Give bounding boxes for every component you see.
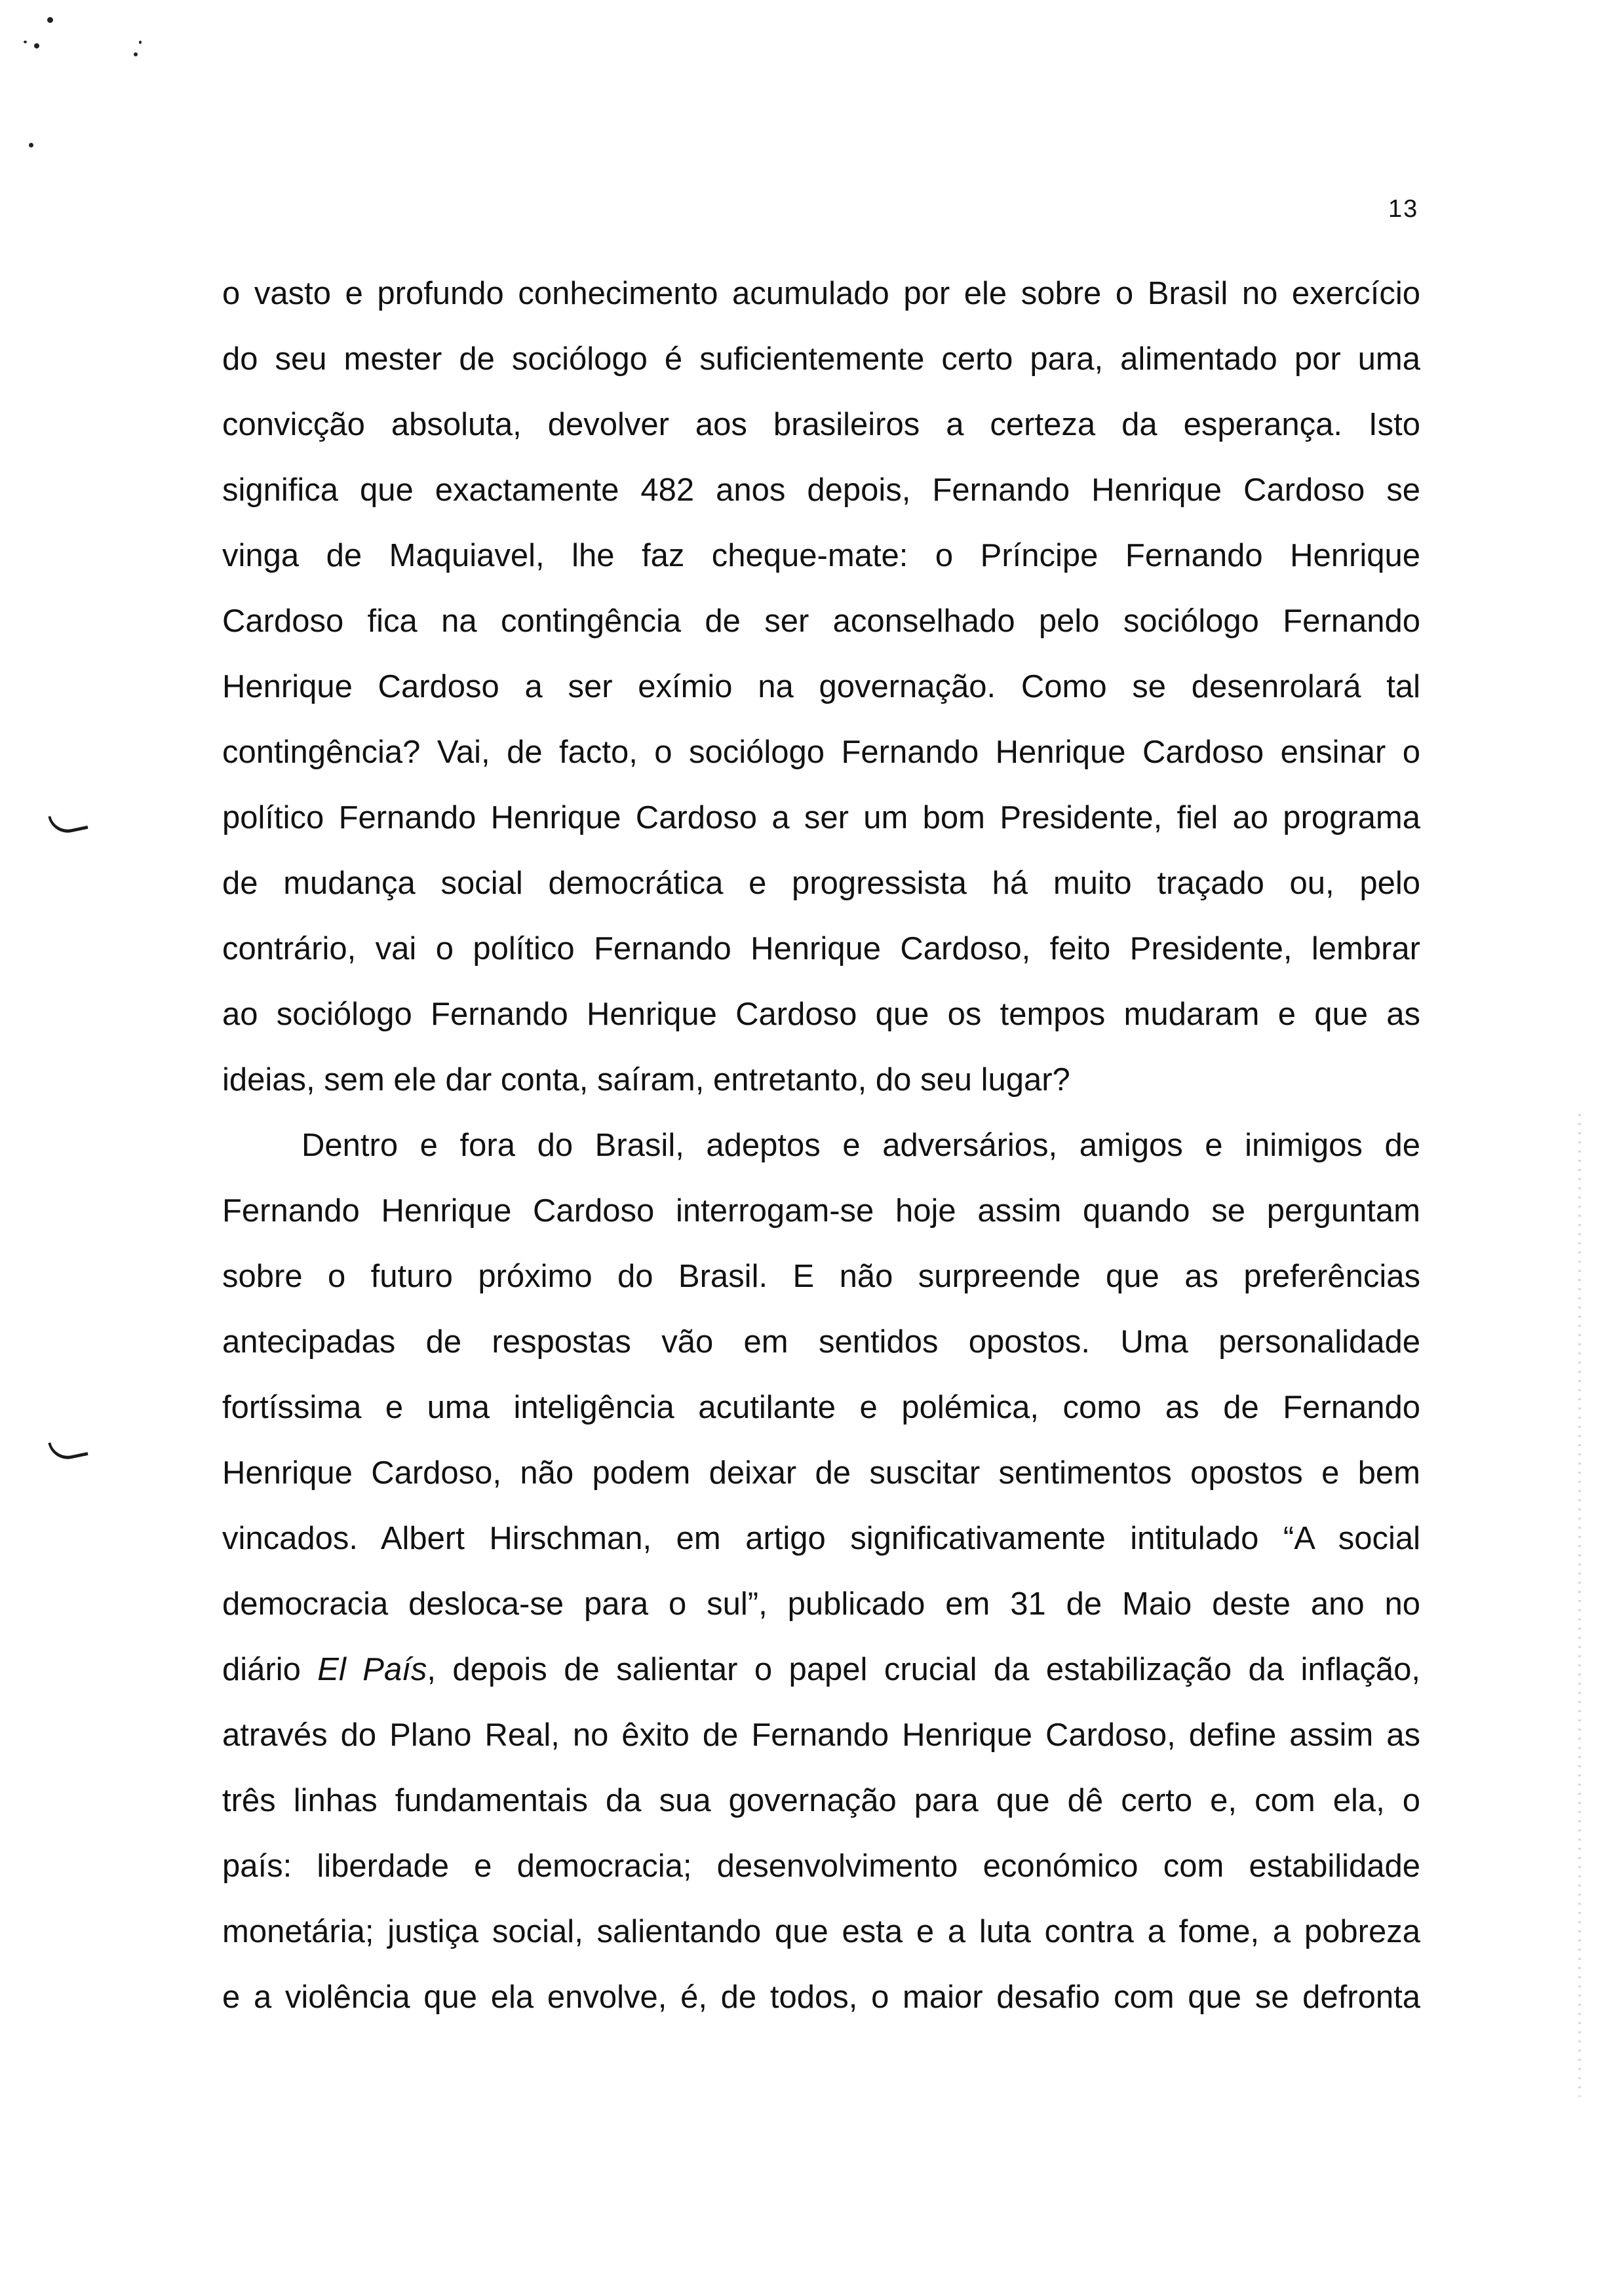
text-line: vinga de Maquiavel, lhe faz cheque-mate: o Príncipe Fernando Henrique xyxy=(222,538,1420,573)
scan-speck xyxy=(24,41,27,43)
scan-edge-dots xyxy=(1578,1114,1581,2097)
text-line: antecipadas de respostas vão em sentidos opostos. Uma personalidade xyxy=(222,1324,1420,1360)
text-fragment: diário xyxy=(222,1652,318,1687)
document-body xyxy=(222,261,1420,2030)
scan-speck xyxy=(139,41,142,44)
text-line: país: liberdade e democracia; desenvolvimento económico com estabilidade xyxy=(222,1848,1420,1884)
text-line: e a violência que ela envolve, é, de todos, o maior desafio com que se defronta xyxy=(222,1980,1420,2015)
text-line: Cardoso fica na contingência de ser aconselhado pelo sociólogo Fernando xyxy=(222,603,1420,639)
newspaper-title: El País xyxy=(317,1652,427,1687)
text-line: fortíssima e uma inteligência acutilante e polémica, como as de Fernando xyxy=(222,1390,1420,1425)
text-line-with-italic xyxy=(222,1637,1420,1702)
text-line: significa que exactamente 482 anos depois, Fernando Henrique Cardoso se xyxy=(222,472,1420,508)
text-line: através do Plano Real, no êxito de Fernando Henrique Cardoso, define assim as xyxy=(222,1717,1420,1753)
scan-speck xyxy=(29,143,33,147)
scan-speck xyxy=(47,17,53,23)
text-line: Henrique Cardoso a ser exímio na governação. Como se desenrolará tal xyxy=(222,669,1420,704)
margin-mark xyxy=(48,1436,88,1463)
text-line: contrário, vai o político Fernando Henrique Cardoso, feito Presidente, lembrar xyxy=(222,931,1420,966)
text-line: Fernando Henrique Cardoso interrogam-se hoje assim quando se perguntam xyxy=(222,1193,1420,1229)
text-line: o vasto e profundo conhecimento acumulado por ele sobre o Brasil no exercício xyxy=(222,276,1420,311)
scan-speck xyxy=(34,43,39,48)
text-line: democracia desloca-se para o sul”, publicado em 31 de Maio deste ano no xyxy=(222,1586,1420,1622)
text-line: convicção absoluta, devolver aos brasileiros a certeza da esperança. Isto xyxy=(222,407,1420,442)
text-line: ideias, sem ele dar conta, saíram, entretanto, do seu lugar? xyxy=(222,1062,1070,1098)
text-line: Henrique Cardoso, não podem deixar de suscitar sentimentos opostos e bem xyxy=(222,1455,1420,1491)
text-line: monetária; justiça social, salientando que esta e a luta contra a fome, a pobreza xyxy=(222,1914,1420,1949)
text-line: ao sociólogo Fernando Henrique Cardoso que os tempos mudaram e que as xyxy=(222,997,1420,1032)
text-line: do seu mester de sociólogo é suficientemente certo para, alimentado por uma xyxy=(222,341,1420,377)
text-fragment: , depois de salientar o papel crucial da estabilização da inflação, xyxy=(427,1652,1420,1687)
margin-mark xyxy=(48,809,88,837)
text-line: de mudança social democrática e progressista há muito traçado ou, pelo xyxy=(222,866,1420,901)
page-number: 13 xyxy=(1388,195,1419,223)
text-line: político Fernando Henrique Cardoso a ser um bom Presidente, fiel ao programa xyxy=(222,800,1420,835)
text-line: vincados. Albert Hirschman, em artigo significativamente intitulado “A social xyxy=(222,1521,1420,1556)
text-line: Dentro e fora do Brasil, adeptos e adversários, amigos e inimigos de xyxy=(302,1128,1420,1163)
text-line: contingência? Vai, de facto, o sociólogo Fernando Henrique Cardoso ensinar o xyxy=(222,735,1420,770)
text-line: três linhas fundamentais da sua governação para que dê certo e, com ela, o xyxy=(222,1783,1420,1818)
scan-speck xyxy=(134,52,138,56)
text-line: sobre o futuro próximo do Brasil. E não surpreende que as preferências xyxy=(222,1259,1420,1294)
